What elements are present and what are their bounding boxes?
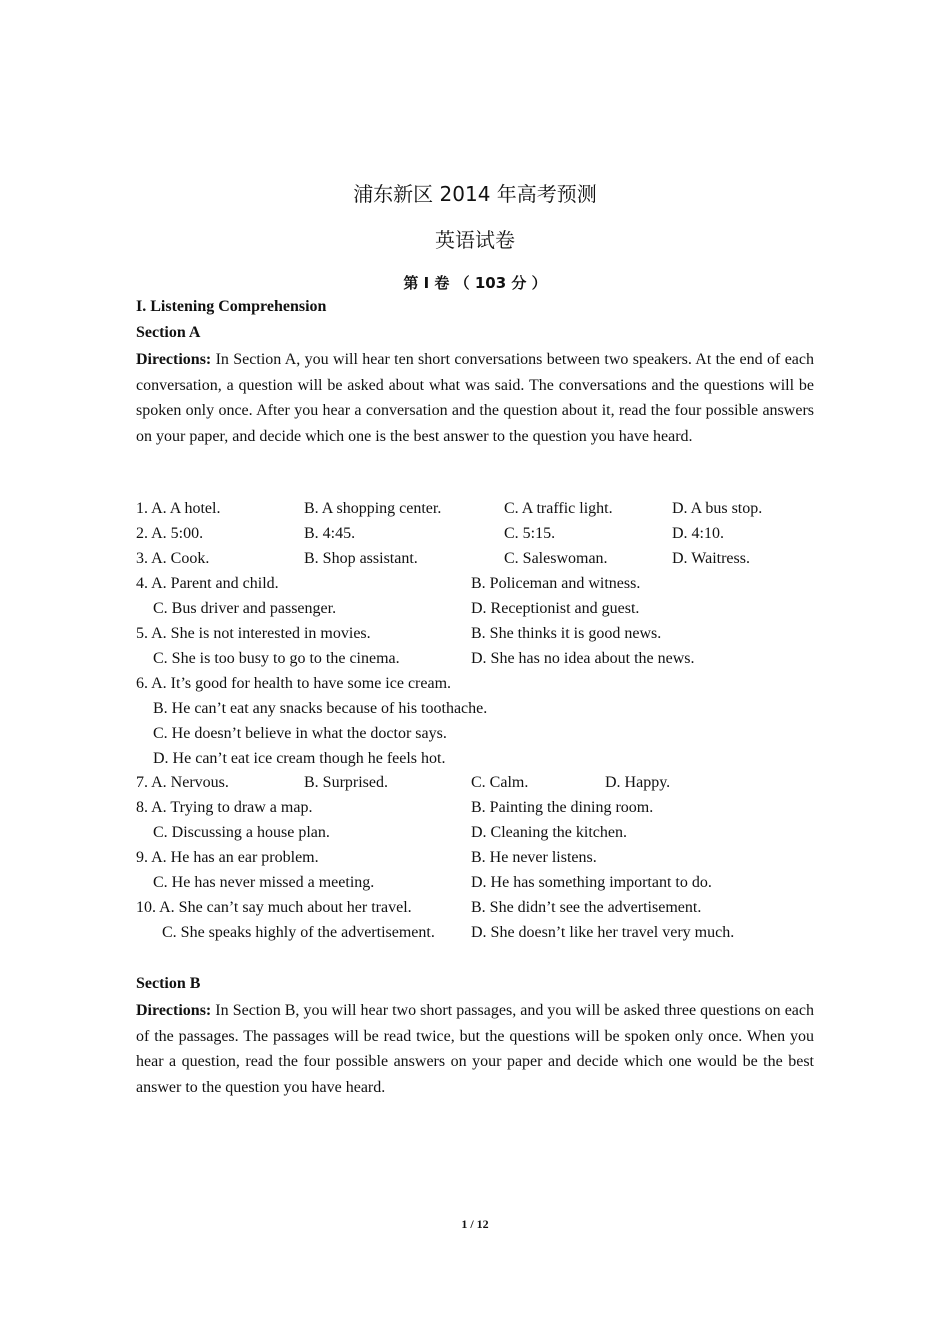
q1-option-b: B. A shopping center. bbox=[304, 500, 442, 517]
directions-label: Directions: bbox=[136, 1002, 212, 1019]
q8-option-d: D. Cleaning the kitchen. bbox=[471, 824, 627, 841]
q10-option-b: B. She didn’t see the advertisement. bbox=[471, 899, 702, 916]
section-a-directions bbox=[136, 347, 814, 449]
exam-title: 浦东新区 2014 年高考预测 bbox=[353, 182, 597, 206]
q9-option-b: B. He never listens. bbox=[471, 849, 597, 866]
q5-option-a: 5. A. She is not interested in movies. bbox=[136, 625, 371, 642]
q1-option-a: 1. A. A hotel. bbox=[136, 500, 221, 517]
q1-option-c: C. A traffic light. bbox=[504, 500, 613, 517]
q9-option-d: D. He has something important to do. bbox=[471, 874, 712, 891]
exam-subtitle: 英语试卷 bbox=[435, 228, 515, 252]
q7-option-b: B. Surprised. bbox=[304, 774, 388, 791]
q2-option-b: B. 4:45. bbox=[304, 525, 356, 542]
q6-option-b: B. He can’t eat any snacks because of his toothache. bbox=[153, 700, 488, 717]
q3-option-a: 3. A. Cook. bbox=[136, 550, 210, 567]
directions-text: In Section B, you will hear two short passages, and you will be asked three questions on each of the passages. The passages will be read twice, but the questions will be spoken only once. When you hear a question, read the four possible answers on your paper and decide which one would be the best answer to the question you have heard. bbox=[136, 1002, 814, 1096]
directions-label: Directions: bbox=[136, 351, 212, 368]
q2-option-d: D. 4:10. bbox=[672, 525, 724, 542]
section-a-heading: Section A bbox=[136, 324, 201, 341]
q10-option-a: 10. A. She can’t say much about her travel. bbox=[136, 899, 412, 916]
listening-heading: I. Listening Comprehension bbox=[136, 298, 327, 315]
q4-option-c: C. Bus driver and passenger. bbox=[153, 600, 337, 617]
q6-option-c: C. He doesn’t believe in what the doctor says. bbox=[153, 725, 447, 742]
q5-option-b: B. She thinks it is good news. bbox=[471, 625, 662, 642]
q10-option-c: C. She speaks highly of the advertisement. bbox=[162, 924, 435, 941]
section-b-directions bbox=[136, 998, 814, 1100]
q7-option-c: C. Calm. bbox=[471, 774, 529, 791]
directions-text: In Section A, you will hear ten short conversations between two speakers. At the end of each conversation, a question will be asked about what was said. The conversations and the questions will be spoken only once. After you hear a conversation and the question about it, read the four possible answers on your paper, and decide which one is the best answer to the question you have heard. bbox=[136, 351, 814, 445]
q7-option-d: D. Happy. bbox=[605, 774, 671, 791]
q3-option-b: B. Shop assistant. bbox=[304, 550, 418, 567]
q10-option-d: D. She doesn’t like her travel very much. bbox=[471, 924, 735, 941]
q6-option-a: 6. A. It’s good for health to have some ice cream. bbox=[136, 675, 452, 692]
q3-option-c: C. Saleswoman. bbox=[504, 550, 608, 567]
q8-option-a: 8. A. Trying to draw a map. bbox=[136, 799, 313, 816]
q9-option-a: 9. A. He has an ear problem. bbox=[136, 849, 319, 866]
q2-option-c: C. 5:15. bbox=[504, 525, 556, 542]
q9-option-c: C. He has never missed a meeting. bbox=[153, 874, 375, 891]
q7-option-a: 7. A. Nervous. bbox=[136, 774, 229, 791]
q4-option-d: D. Receptionist and guest. bbox=[471, 600, 640, 617]
q8-option-b: B. Painting the dining room. bbox=[471, 799, 654, 816]
page-number: 1 / 12 bbox=[461, 1217, 489, 1231]
section-b-heading: Section B bbox=[136, 975, 201, 992]
q8-option-c: C. Discussing a house plan. bbox=[153, 824, 330, 841]
q5-option-d: D. She has no idea about the news. bbox=[471, 650, 695, 667]
q3-option-d: D. Waitress. bbox=[672, 550, 750, 567]
q1-option-d: D. A bus stop. bbox=[672, 500, 763, 517]
q6-option-d: D. He can’t eat ice cream though he feels hot. bbox=[153, 750, 446, 767]
part-heading: 第 I 卷 （ 103 分 ） bbox=[403, 274, 547, 292]
q2-option-a: 2. A. 5:00. bbox=[136, 525, 204, 542]
q5-option-c: C. She is too busy to go to the cinema. bbox=[153, 650, 400, 667]
q4-option-a: 4. A. Parent and child. bbox=[136, 575, 279, 592]
q4-option-b: B. Policeman and witness. bbox=[471, 575, 641, 592]
